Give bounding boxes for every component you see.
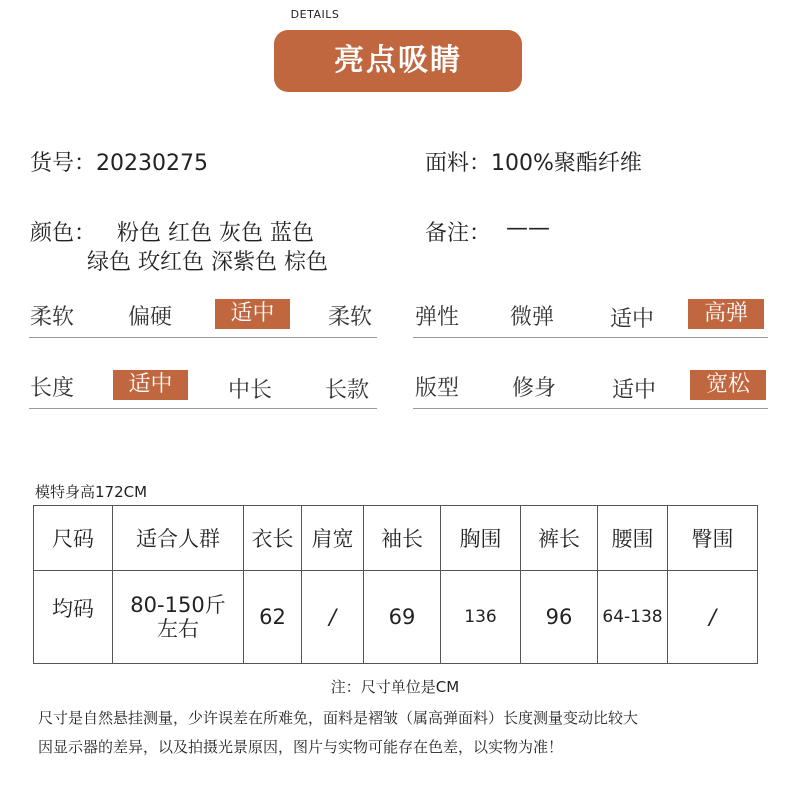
header-waist: 腰围 [598,506,668,571]
colors-line-2: 绿色 玫红色 深紫色 棕色 [87,250,328,275]
length-option-long: 长款 [325,378,370,403]
remark-label: 备注： [425,221,492,246]
cell-suitable-for [113,571,244,664]
softness-label: 柔软 [30,305,75,330]
cell-bust: 136 [441,571,521,664]
length-option-mid-long: 中长 [228,378,273,403]
cell-sleeve-length: 69 [364,571,441,664]
fabric-info: 面料：100%聚酯纤维 [425,151,642,176]
header-hip: 臀围 [668,506,758,571]
cell-pants-length: 96 [521,571,598,664]
size-table [33,505,758,664]
cell-shoulder-width: / [302,571,364,664]
colors-line-1: 粉色 红色 灰色 蓝色 [117,221,314,246]
measurement-note-line-2: 因显示器的差异，以及拍摄光景原因，图片与实物可能存在色差，以实物为准！ [38,738,564,756]
measurement-note-line-1: 尺寸是自然悬挂测量，少许误差在所难免，面料是褶皱（属高弹面料）长度测量变动比较大 [38,709,639,727]
softness-divider [29,337,377,338]
header-size: 尺码 [34,506,113,571]
highlight-banner: 亮点吸睛 [274,30,522,92]
fit-divider [413,408,768,409]
length-divider [29,408,377,409]
cell-size: 均码 [34,571,113,664]
fit-option-loose-selected: 宽松 [690,370,766,400]
elasticity-option-medium: 适中 [610,307,655,332]
details-caption: DETAILS [290,8,340,21]
fit-option-medium: 适中 [612,378,657,403]
unit-note: 注：尺寸单位是CM [330,678,460,696]
item-number: 货号：20230275 [30,151,208,176]
length-label: 长度 [30,376,75,401]
cell-weight-approx: 左右 [157,617,199,641]
model-height: 模特身高172CM [35,483,148,501]
size-table-row [34,571,758,664]
elasticity-option-slight: 微弹 [510,305,555,330]
softness-option-soft: 柔软 [328,305,373,330]
header-sleeve-length: 袖长 [364,506,441,571]
fit-label: 版型 [415,376,460,401]
cell-waist: 64-138 [598,571,668,664]
softness-option-medium-selected: 适中 [215,299,290,329]
header-garment-length: 衣长 [244,506,302,571]
length-option-medium-selected: 适中 [113,370,188,400]
header-suitable-for: 适合人群 [113,506,244,571]
header-shoulder-width: 肩宽 [302,506,364,571]
cell-garment-length: 62 [244,571,302,664]
color-label: 颜色： [30,221,97,246]
elasticity-option-high-selected: 高弹 [688,299,764,329]
elasticity-divider [413,337,768,338]
header-pants-length: 裤长 [521,506,598,571]
cell-weight-range: 80-150斤 [130,593,226,617]
size-table-header-row [34,506,758,571]
header-bust: 胸围 [441,506,521,571]
softness-option-hard: 偏硬 [128,305,173,330]
remark-value: —— [506,216,550,241]
fit-option-slim: 修身 [512,376,557,401]
cell-hip: / [668,571,758,664]
elasticity-label: 弹性 [415,305,460,330]
